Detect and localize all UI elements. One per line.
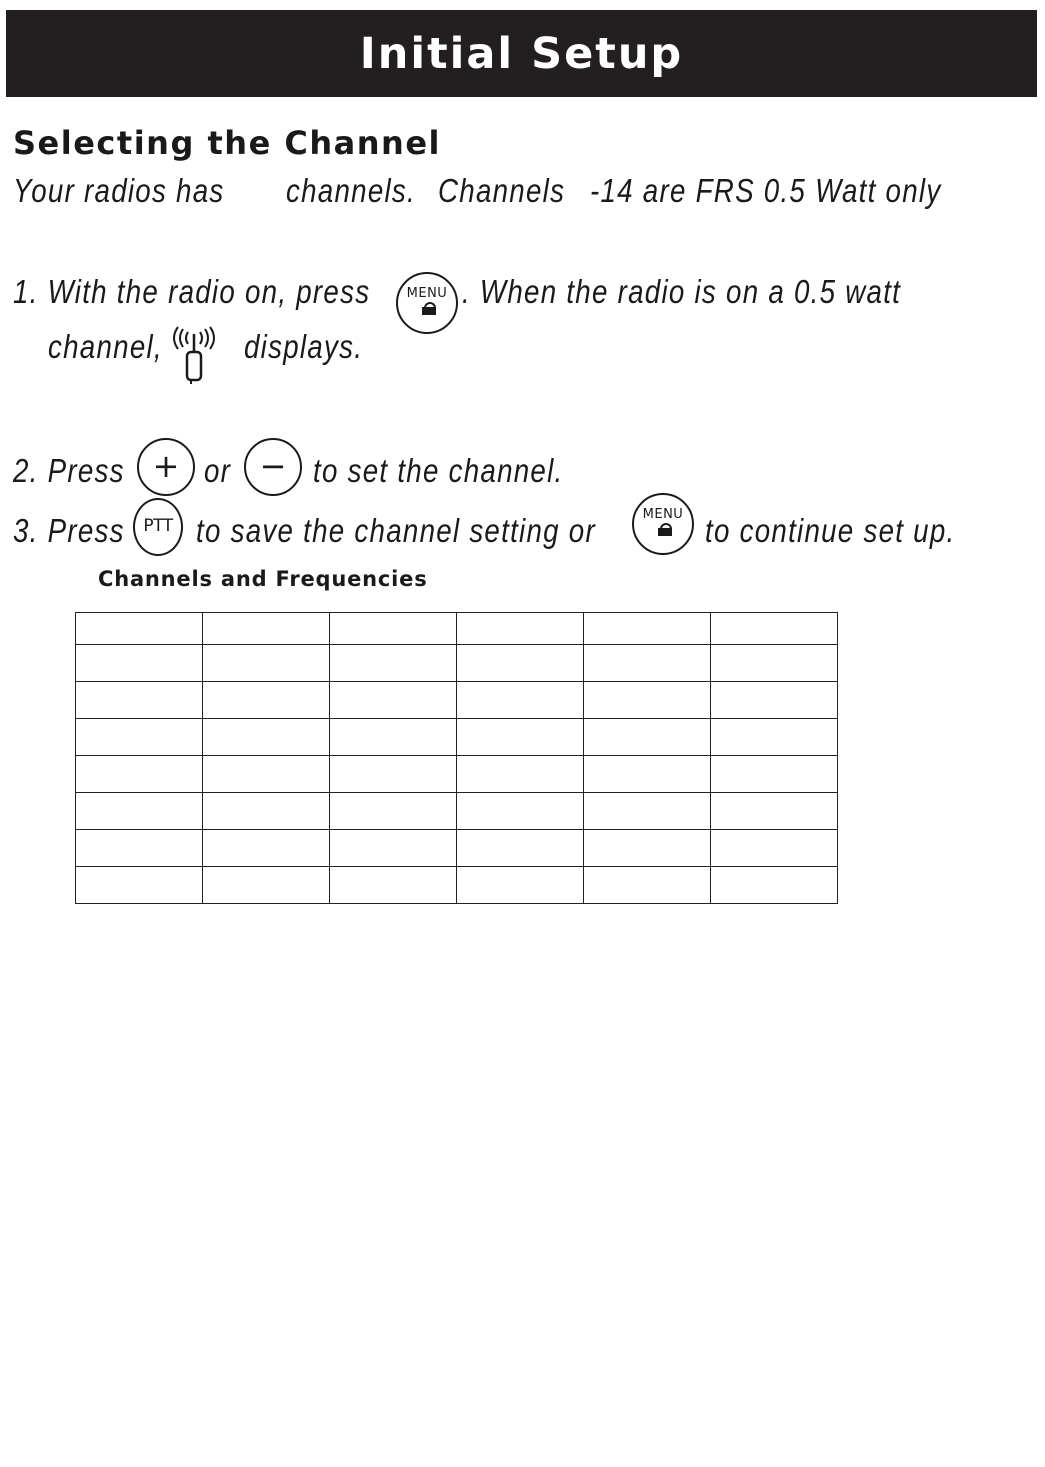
table-cell <box>76 867 203 904</box>
table-cell <box>457 682 584 719</box>
step-2-text-a: 2. Press <box>13 451 125 489</box>
table-cell <box>711 645 838 682</box>
table-cell <box>584 645 711 682</box>
table-cell <box>584 613 711 645</box>
menu-button-label: MENU <box>406 286 448 301</box>
table-cell <box>330 613 457 645</box>
table-cell <box>76 830 203 867</box>
table-cell <box>330 756 457 793</box>
ptt-button-wrap <box>133 498 183 556</box>
table-cell <box>584 867 711 904</box>
step-1-text-a: 1. With the radio on, press <box>13 272 371 310</box>
step-1-line-1b <box>462 272 985 308</box>
step-1-line-1 <box>13 272 383 308</box>
step-3-line-c <box>705 511 1003 547</box>
table-cell <box>711 719 838 756</box>
page-title: Initial Setup <box>359 28 684 79</box>
page-title-banner <box>6 10 1037 97</box>
radio-icon-wrap <box>170 326 230 386</box>
minus-button[interactable]: − <box>244 438 302 496</box>
step-2-text-b: or <box>204 451 232 489</box>
step-2-line-b <box>313 451 611 487</box>
table-cell <box>457 867 584 904</box>
step-3-line <box>13 511 146 547</box>
intro-text-2: channels. <box>286 172 417 209</box>
step-1-line-2b <box>244 327 386 363</box>
table-cell <box>711 613 838 645</box>
table-cell <box>203 682 330 719</box>
table-cell <box>457 613 584 645</box>
table-cell <box>203 719 330 756</box>
table-cell <box>711 830 838 867</box>
table-cell <box>711 682 838 719</box>
table-cell <box>584 719 711 756</box>
table-row <box>76 793 838 830</box>
section-heading: Selecting the Channel <box>13 124 441 162</box>
table-cell <box>584 756 711 793</box>
table-title: Channels and Frequencies <box>98 567 428 591</box>
menu-button[interactable] <box>632 493 694 555</box>
table-row <box>76 756 838 793</box>
table-cell <box>584 682 711 719</box>
table-row <box>76 645 838 682</box>
menu-button[interactable] <box>396 272 458 334</box>
table-cell <box>457 719 584 756</box>
table-cell <box>76 682 203 719</box>
step-1-text-c: channel, <box>48 327 163 365</box>
table-cell <box>457 756 584 793</box>
table-cell <box>76 613 203 645</box>
menu-button-2-wrap <box>632 493 694 555</box>
table-cell <box>203 756 330 793</box>
step-3-text-b: to save the channel setting or <box>196 511 596 549</box>
intro-text-4: -14 are FRS 0.5 Watt only <box>590 172 942 209</box>
table-cell <box>330 830 457 867</box>
table-cell <box>203 645 330 682</box>
intro-text-3: Channels <box>438 172 566 209</box>
step-3-text-c: to continue set up. <box>705 511 956 549</box>
low-power-radio-icon <box>170 326 230 386</box>
minus-button-wrap <box>244 438 302 496</box>
table-cell <box>76 793 203 830</box>
intro-text-1: Your radios has <box>13 172 225 209</box>
table-cell <box>330 793 457 830</box>
table-cell <box>457 645 584 682</box>
table-row <box>76 613 838 645</box>
table-row <box>76 830 838 867</box>
table-cell <box>76 756 203 793</box>
table-cell <box>203 830 330 867</box>
ptt-button[interactable]: PTT <box>133 498 183 556</box>
table-cell <box>76 719 203 756</box>
table-row <box>76 682 838 719</box>
table-cell <box>584 793 711 830</box>
table-row <box>76 867 838 904</box>
step-1-line-2 <box>48 327 185 363</box>
step-3-line-b <box>196 511 672 547</box>
table-cell <box>203 613 330 645</box>
plus-button[interactable]: + <box>137 438 195 496</box>
lock-icon <box>422 307 436 316</box>
table-cell <box>76 645 203 682</box>
table-cell <box>203 793 330 830</box>
table-cell <box>711 867 838 904</box>
channels-frequencies-table <box>75 612 838 904</box>
step-1-text-b: . When the radio is on a 0.5 watt <box>462 272 902 310</box>
step-2-line <box>13 451 146 487</box>
lock-icon <box>658 528 672 537</box>
table-cell <box>203 867 330 904</box>
plus-button-wrap <box>137 438 195 496</box>
step-2-or <box>204 451 236 487</box>
step-2-text-c: to set the channel. <box>313 451 564 489</box>
table-cell <box>711 793 838 830</box>
table-cell <box>457 793 584 830</box>
table-row <box>76 719 838 756</box>
menu-button-label: MENU <box>642 507 684 522</box>
table-cell <box>457 830 584 867</box>
table-cell <box>584 830 711 867</box>
table-cell <box>330 719 457 756</box>
table-cell <box>330 867 457 904</box>
step-3-text-a: 3. Press <box>13 511 125 549</box>
table-cell <box>330 682 457 719</box>
table-cell <box>330 645 457 682</box>
table-cell <box>711 756 838 793</box>
menu-button-1-wrap <box>396 272 458 334</box>
step-1-text-d: displays. <box>244 327 364 365</box>
